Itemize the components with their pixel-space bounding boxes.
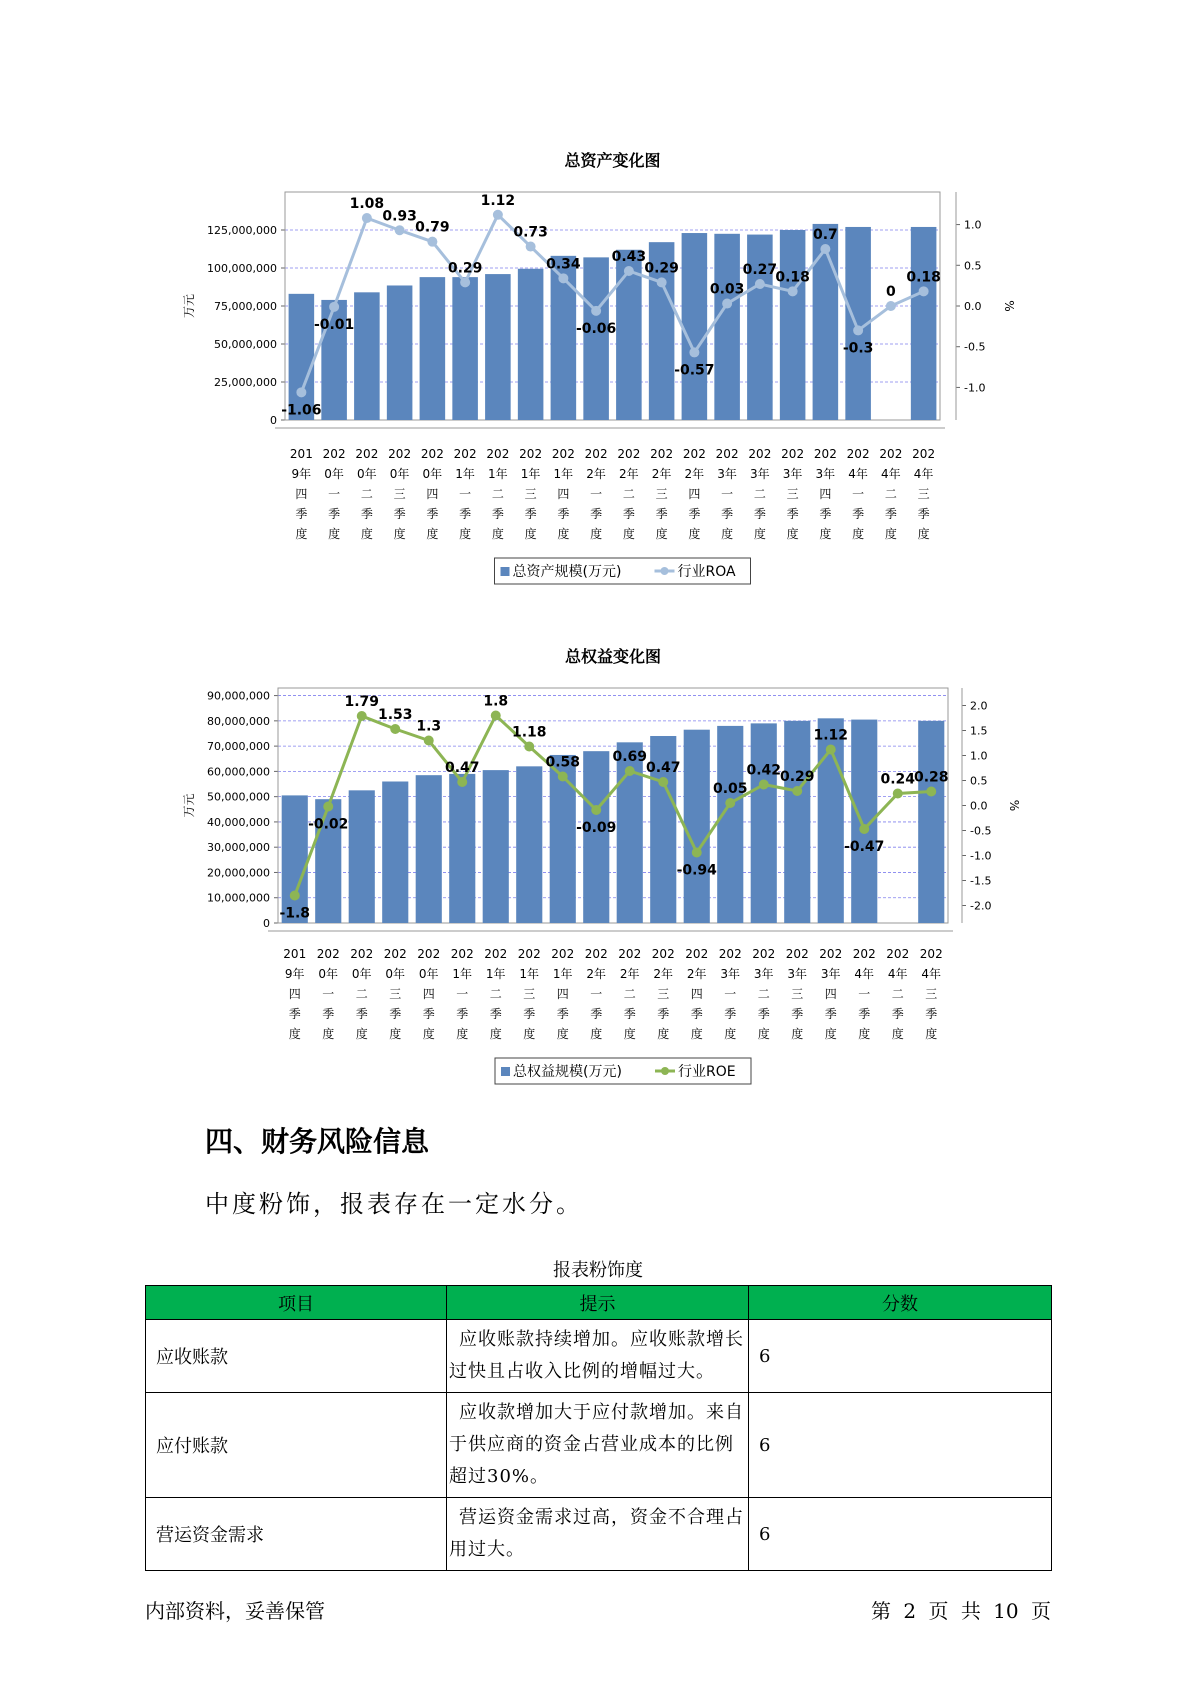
bar — [516, 766, 542, 923]
y-tick-label: 70,000,000 — [207, 740, 270, 754]
line-point — [296, 387, 306, 397]
cell-item: 应收账款 — [146, 1320, 447, 1393]
x-tick-label: 202 0年二季度 — [350, 947, 374, 1041]
legend-line-label: 行业ROE — [678, 1064, 736, 1080]
data-label: 1.8 — [483, 693, 509, 710]
data-label: 0.43 — [611, 248, 647, 265]
y-tick-label: 0 — [270, 414, 277, 427]
x-tick-label: 202 4年一季度 — [846, 447, 870, 541]
y-tick-label: 40,000,000 — [207, 815, 270, 829]
x-tick-label: 202 2年一季度 — [584, 947, 608, 1041]
line-point — [926, 787, 936, 797]
x-tick-label: 202 1年二季度 — [484, 947, 508, 1041]
line-point — [859, 824, 869, 834]
data-label: 0.18 — [775, 269, 810, 286]
line-point — [853, 325, 863, 335]
data-label: 1.12 — [813, 727, 849, 744]
x-tick-label: 202 4年一季度 — [852, 947, 876, 1041]
x-tick-label: 202 3年四季度 — [819, 947, 843, 1041]
y-tick-label: 25,000,000 — [214, 376, 277, 389]
bar — [289, 294, 315, 420]
data-label: 1.79 — [344, 694, 380, 710]
data-label: 0.28 — [913, 769, 949, 786]
line-point — [820, 244, 830, 254]
x-tick-label: 202 0年四季度 — [417, 947, 441, 1041]
column-header-item: 项目 — [146, 1286, 447, 1320]
y2-tick-label: -0.5 — [970, 824, 992, 838]
y2-tick-label: 1.0 — [970, 749, 988, 763]
x-tick-label: 202 2年三季度 — [651, 947, 675, 1041]
line-point — [692, 848, 702, 858]
data-label: 0.05 — [712, 781, 748, 797]
y-axis-title: 万元 — [182, 793, 196, 818]
x-tick-label: 202 0年二季度 — [355, 447, 379, 541]
data-label: 0.29 — [779, 769, 815, 785]
table-header-row — [146, 1286, 1052, 1320]
cell-score: 6 — [749, 1320, 1052, 1393]
line-point — [357, 711, 367, 721]
line-point — [919, 286, 929, 296]
bar — [485, 274, 511, 420]
line-point — [625, 766, 635, 776]
table-row — [146, 1498, 1052, 1571]
line-point — [591, 805, 601, 815]
line-point — [788, 286, 798, 296]
line-point — [323, 802, 333, 812]
line-point — [390, 724, 400, 734]
data-label: 0.29 — [644, 260, 679, 277]
x-tick-label: 202 2年二季度 — [618, 947, 642, 1041]
x-tick-label: 202 1年四季度 — [551, 947, 575, 1041]
y-tick-label: 90,000,000 — [207, 689, 270, 703]
bar — [583, 257, 609, 420]
line-point — [362, 213, 372, 223]
bar — [911, 227, 937, 420]
line-point — [558, 772, 568, 782]
y-tick-label: 0 — [263, 917, 270, 930]
legend-bar-swatch — [501, 1067, 510, 1076]
data-label: 1.12 — [480, 192, 516, 209]
section-summary: 中度粉饰，报表存在一定水分。 — [205, 1190, 583, 1218]
bar — [420, 277, 446, 420]
x-tick-label: 202 2年四季度 — [685, 947, 709, 1041]
data-label: 1.3 — [416, 718, 442, 735]
total-assets-chart — [0, 140, 1191, 600]
bar — [714, 234, 740, 420]
bar — [583, 751, 609, 923]
y-tick-label: 125,000,000 — [207, 224, 277, 237]
risk-table — [145, 1285, 1052, 1571]
line-point — [524, 742, 534, 752]
data-label: 0.58 — [545, 754, 581, 771]
data-label: -0.94 — [676, 862, 717, 879]
line-point — [624, 266, 634, 276]
table-row — [146, 1393, 1052, 1498]
legend-bar-label: 总权益规模(万元) — [513, 1064, 622, 1080]
data-label: 0 — [886, 284, 896, 300]
x-tick-label: 202 0年一季度 — [322, 447, 346, 541]
x-tick-label: 202 2年一季度 — [584, 447, 608, 541]
data-label: 0.73 — [513, 224, 548, 241]
line-point — [689, 347, 699, 357]
footer-confidential-note: 内部资料，妥善保管 — [145, 1599, 325, 1623]
y-axis-title: 万元 — [182, 293, 196, 319]
line-point — [658, 777, 668, 787]
line-point — [759, 780, 769, 790]
x-tick-label: 202 2年三季度 — [650, 447, 674, 541]
y2-tick-label: -1.0 — [964, 381, 986, 395]
bar — [784, 721, 810, 923]
y2-axis-title: % — [1007, 799, 1021, 812]
x-tick-label: 202 4年三季度 — [919, 947, 943, 1041]
x-tick-label: 202 3年二季度 — [752, 947, 776, 1041]
line-point — [329, 302, 339, 312]
y-tick-label: 100,000,000 — [207, 262, 277, 275]
chart-title: 总权益变化图 — [564, 647, 662, 666]
x-tick-label: 201 9年四季度 — [283, 947, 307, 1041]
data-label: -0.57 — [674, 362, 715, 379]
y2-tick-label: -1.0 — [970, 849, 992, 863]
x-tick-label: 202 1年一季度 — [450, 947, 474, 1041]
data-label: -0.01 — [313, 316, 355, 333]
bar — [751, 723, 777, 923]
x-tick-label: 202 4年二季度 — [886, 947, 910, 1041]
bar — [382, 781, 408, 923]
section-heading: 四、财务风险信息 — [205, 1125, 430, 1158]
data-label: 0.7 — [812, 227, 838, 243]
y-tick-label: 60,000,000 — [207, 765, 270, 779]
x-tick-label: 202 2年二季度 — [617, 447, 641, 541]
x-tick-label: 202 4年三季度 — [912, 447, 936, 541]
line-point — [427, 237, 437, 247]
data-label: 0.79 — [415, 219, 450, 236]
x-tick-label: 202 3年一季度 — [715, 447, 739, 541]
bar — [684, 730, 710, 923]
x-tick-label: 202 1年三季度 — [517, 947, 541, 1041]
x-tick-label: 202 0年三季度 — [388, 447, 412, 541]
bar — [780, 230, 806, 420]
cell-item: 营运资金需求 — [146, 1498, 447, 1571]
line-point — [722, 299, 732, 309]
y-tick-label: 10,000,000 — [207, 891, 270, 905]
y2-tick-label: -1.5 — [970, 874, 992, 888]
data-label: 0.47 — [444, 760, 480, 776]
x-tick-label: 202 3年一季度 — [718, 947, 742, 1041]
data-label: 0.27 — [742, 262, 778, 279]
bar — [282, 795, 308, 923]
bar — [354, 292, 380, 420]
x-tick-label: 202 1年一季度 — [453, 447, 477, 541]
y2-tick-label: -0.5 — [964, 340, 986, 354]
data-label: 0.18 — [906, 269, 941, 286]
line-point — [493, 210, 503, 220]
line-point — [290, 891, 300, 901]
y2-tick-label: 0.0 — [964, 300, 982, 313]
data-label: -0.06 — [575, 320, 617, 337]
x-tick-label: 202 3年四季度 — [813, 447, 837, 541]
y2-tick-label: 2.0 — [970, 699, 988, 713]
legend-bar-label: 总资产规模(万元) — [512, 564, 622, 580]
cell-score: 6 — [749, 1393, 1052, 1498]
chart-title: 总资产变化图 — [564, 151, 661, 170]
y2-tick-label: 0.0 — [970, 799, 988, 813]
line-point — [460, 277, 470, 287]
x-tick-label: 201 9年四季度 — [289, 447, 313, 541]
bar — [387, 285, 413, 420]
data-label: -1.8 — [279, 905, 311, 922]
x-tick-label: 202 1年二季度 — [486, 447, 510, 541]
cell-score: 6 — [749, 1498, 1052, 1571]
y2-tick-label: 0.5 — [964, 259, 982, 273]
bar — [518, 269, 544, 420]
line-point — [526, 242, 536, 252]
cell-hint: 应收账款持续增加。应收账款增长过快且占收入比例的增幅过大。 — [447, 1320, 749, 1393]
y2-tick-label: 0.5 — [970, 774, 988, 788]
data-label: -0.02 — [308, 816, 349, 833]
data-label: 0.93 — [382, 208, 417, 225]
column-header-hint: 提示 — [447, 1286, 749, 1320]
data-label: 0.24 — [880, 771, 916, 788]
data-label: 0.34 — [546, 256, 581, 273]
column-header-score: 分数 — [749, 1286, 1052, 1320]
cell-hint: 营运资金需求过高，资金不合理占用过大。 — [447, 1498, 749, 1571]
line-point — [491, 711, 501, 721]
total-equity-chart — [0, 640, 1191, 1100]
data-label: -0.09 — [576, 820, 617, 836]
data-label: -1.06 — [281, 402, 322, 419]
bar — [918, 721, 944, 923]
line-point — [893, 789, 903, 799]
cell-item: 应付账款 — [146, 1393, 447, 1498]
table-row — [146, 1320, 1052, 1393]
x-tick-label: 202 0年四季度 — [420, 447, 444, 541]
data-label: 0.29 — [447, 260, 483, 277]
line-point — [424, 736, 434, 746]
x-tick-label: 202 0年一季度 — [316, 947, 340, 1041]
footer-page-number: 第 2 页 共 10 页 — [871, 1599, 1051, 1623]
line-point — [792, 786, 802, 796]
line-point — [826, 745, 836, 755]
bar — [682, 233, 708, 420]
y2-tick-label: -2.0 — [970, 899, 992, 913]
line-point — [886, 301, 896, 311]
line-point — [755, 279, 765, 289]
data-label: 0.03 — [709, 281, 745, 298]
legend-line-label: 行业ROA — [677, 564, 736, 580]
x-tick-label: 202 3年三季度 — [781, 447, 805, 541]
legend-line-marker — [661, 567, 669, 575]
legend-bar-swatch — [501, 567, 510, 576]
line-point — [591, 306, 601, 316]
line-point — [558, 273, 568, 283]
x-tick-label: 202 4年二季度 — [879, 447, 903, 541]
x-tick-label: 202 2年四季度 — [682, 447, 706, 541]
data-label: 0.69 — [612, 749, 648, 765]
data-label: 1.18 — [511, 724, 547, 741]
bar — [449, 774, 475, 923]
x-tick-label: 202 3年三季度 — [785, 947, 809, 1041]
x-tick-label: 202 3年二季度 — [748, 447, 772, 541]
data-label: 1.53 — [377, 707, 413, 723]
y-tick-label: 80,000,000 — [207, 714, 270, 728]
data-label: -0.47 — [844, 839, 885, 855]
data-label: 0.47 — [645, 760, 681, 776]
table-caption: 报表粉饰度 — [553, 1260, 643, 1281]
line-point — [657, 277, 667, 287]
y-tick-label: 50,000,000 — [214, 338, 277, 351]
cell-hint: 应收款增加大于应付款增加。来自于供应商的资金占营业成本的比例超过30%。 — [447, 1393, 749, 1498]
line-point — [725, 798, 735, 808]
y2-tick-label: 1.5 — [970, 724, 988, 738]
legend-line-marker — [661, 1067, 669, 1075]
y-tick-label: 50,000,000 — [207, 790, 270, 804]
line-point — [457, 777, 467, 787]
bar — [416, 775, 442, 923]
y-tick-label: 30,000,000 — [207, 841, 270, 855]
bar — [452, 277, 478, 420]
y-tick-label: 75,000,000 — [214, 300, 277, 313]
data-label: 1.08 — [349, 196, 385, 213]
bar — [349, 790, 375, 923]
y2-axis-title: % — [1002, 300, 1016, 312]
x-tick-label: 202 1年四季度 — [551, 447, 575, 541]
bar — [717, 726, 743, 923]
x-tick-label: 202 0年三季度 — [383, 947, 407, 1041]
bar — [483, 770, 509, 923]
y2-tick-label: 1.0 — [964, 218, 982, 232]
data-label: 0.42 — [746, 762, 782, 779]
y-tick-label: 20,000,000 — [207, 866, 270, 880]
data-label: -0.3 — [842, 340, 874, 357]
x-tick-label: 202 1年三季度 — [519, 447, 543, 541]
line-point — [395, 225, 405, 235]
